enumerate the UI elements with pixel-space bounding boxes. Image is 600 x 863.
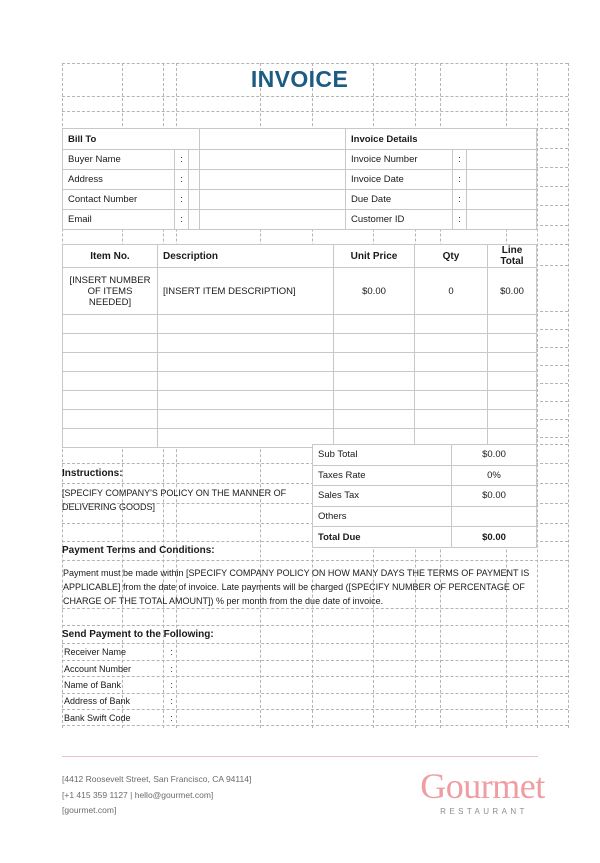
item-line-total-cell[interactable] [488, 315, 537, 334]
address-colon: : [175, 170, 189, 190]
invoice-date-colon: : [453, 170, 467, 190]
page-title: INVOICE [250, 66, 349, 92]
name-of-bank-colon: : [170, 679, 173, 690]
table-row [63, 170, 537, 190]
item-line-total-cell[interactable] [488, 372, 537, 391]
item-description-cell[interactable] [158, 429, 334, 448]
brand-logo [420, 768, 545, 816]
item-line-total-cell[interactable] [488, 391, 537, 410]
customer-id-label: Customer ID [346, 210, 453, 230]
item-description-cell[interactable] [158, 391, 334, 410]
invoice-date-label: Invoice Date [346, 170, 453, 190]
table-row [313, 506, 537, 527]
list-item [62, 660, 537, 676]
item-qty-cell[interactable] [415, 353, 488, 372]
invoice-details-heading: Invoice Details [346, 129, 537, 150]
email-label: Email [63, 210, 175, 230]
address-field[interactable] [200, 170, 346, 190]
logo-wordmark: Gourmet [420, 766, 545, 806]
item-no-cell[interactable] [63, 315, 158, 334]
item-unit-price-cell[interactable] [334, 334, 415, 353]
item-qty-cell[interactable] [415, 372, 488, 391]
due-date-field[interactable] [467, 190, 537, 210]
due-date-colon: : [453, 190, 467, 210]
taxes-rate-label: Taxes Rate [313, 465, 452, 486]
logo-tagline: RESTAURANT [440, 807, 528, 816]
list-item [62, 710, 537, 726]
instructions-body[interactable]: [SPECIFY COMPANY'S POLICY ON THE MANNER OF DELIVERING GOODS] [62, 488, 287, 512]
footer-divider [62, 756, 538, 757]
due-date-label: Due Date [346, 190, 453, 210]
item-unit-price-cell[interactable] [334, 353, 415, 372]
taxes-rate-value[interactable]: 0% [452, 465, 537, 486]
column-header-description: Description [158, 245, 334, 268]
bill-to-and-invoice-details-table [62, 128, 537, 230]
items-header-row [63, 245, 537, 268]
sales-tax-label: Sales Tax [313, 486, 452, 507]
item-qty-cell[interactable] [415, 391, 488, 410]
item-qty-cell[interactable] [415, 315, 488, 334]
invoice-number-label: Invoice Number [346, 150, 453, 170]
list-item [62, 693, 537, 709]
item-no-cell[interactable] [63, 410, 158, 429]
email-field[interactable] [200, 210, 346, 230]
item-unit-price-cell[interactable] [334, 315, 415, 334]
item-description-cell[interactable] [158, 334, 334, 353]
contact-number-field[interactable] [200, 190, 346, 210]
address-of-bank-colon: : [170, 696, 173, 707]
table-row [63, 150, 537, 170]
column-header-unit-price: Unit Price [334, 245, 415, 268]
totals-table [312, 444, 537, 548]
receiver-name-colon: : [170, 647, 173, 658]
bank-swift-code-label: Bank Swift Code [64, 712, 131, 723]
name-of-bank-label: Name of Bank [64, 679, 122, 690]
item-description-cell[interactable] [158, 353, 334, 372]
table-row [63, 334, 537, 353]
email-colon: : [175, 210, 189, 230]
footer-address: [4412 Roosevelt Street, San Francisco, CA 94114] [62, 774, 252, 784]
item-line-total-cell[interactable] [488, 334, 537, 353]
bill-to-heading: Bill To [63, 129, 200, 150]
customer-id-colon: : [453, 210, 467, 230]
contact-number-label: Contact Number [63, 190, 175, 210]
item-qty-cell[interactable] [415, 410, 488, 429]
customer-id-field[interactable] [467, 210, 537, 230]
item-description-cell[interactable]: [INSERT ITEM DESCRIPTION] [158, 268, 334, 315]
buyer-name-colon: : [175, 150, 189, 170]
bank-details-list [62, 644, 537, 726]
column-header-qty: Qty [415, 245, 488, 268]
send-payment-heading: Send Payment to the Following: [62, 628, 214, 640]
item-line-total-cell[interactable]: $0.00 [488, 268, 537, 315]
item-unit-price-cell[interactable]: $0.00 [334, 268, 415, 315]
invoice-date-field[interactable] [467, 170, 537, 190]
table-row [63, 391, 537, 410]
address-label: Address [63, 170, 175, 190]
item-description-cell[interactable] [158, 410, 334, 429]
list-item [62, 644, 537, 660]
payment-terms-body[interactable]: Payment must be made within [SPECIFY COMPANY POLICY ON HOW MANY DAYS THE TERMS OF PAYMENT IS APPLICABLE] from the date of invoice. Late payments will be charged ([SPECIFY NUMBER OF PERCENTAGE OF CHARGE OF THE TOTAL AMOUNT]) % per month from the due date of invoice. [63, 568, 530, 606]
item-description-cell[interactable] [158, 315, 334, 334]
item-qty-cell[interactable] [415, 334, 488, 353]
item-unit-price-cell[interactable] [334, 372, 415, 391]
table-row [63, 210, 537, 230]
column-header-item-no: Item No. [63, 245, 158, 268]
receiver-name-label: Receiver Name [64, 647, 127, 658]
table-row [313, 486, 537, 507]
item-no-cell[interactable] [63, 334, 158, 353]
footer-contact-line: [+1 415 359 1127 | hello@gourmet.com] [62, 789, 214, 800]
invoice-title-cell [62, 63, 537, 96]
address-of-bank-label: Address of Bank [64, 696, 131, 707]
item-description-cell[interactable] [158, 372, 334, 391]
list-item [62, 677, 537, 693]
sub-total-label: Sub Total [313, 445, 452, 466]
total-due-value[interactable]: $0.00 [452, 527, 537, 548]
item-line-total-cell[interactable] [488, 353, 537, 372]
item-no-cell[interactable] [63, 372, 158, 391]
table-row [63, 190, 537, 210]
table-row [63, 315, 537, 334]
payment-terms-heading: Payment Terms and Conditions: [62, 545, 215, 556]
account-number-colon: : [170, 663, 173, 674]
table-row [63, 372, 537, 391]
footer-website: [gourmet.com] [62, 805, 117, 815]
invoice-number-colon: : [453, 150, 467, 170]
buyer-name-field[interactable] [200, 150, 346, 170]
table-row [63, 410, 537, 429]
item-no-cell[interactable]: [INSERT NUMBER OF ITEMS NEEDED] [63, 268, 158, 315]
line-items-table [62, 244, 537, 448]
contact-number-colon: : [175, 190, 189, 210]
others-label: Others [313, 506, 452, 527]
table-row [313, 445, 537, 466]
item-no-cell[interactable] [63, 429, 158, 448]
table-row [63, 353, 537, 372]
invoice-number-field[interactable] [467, 150, 537, 170]
column-header-line-total: Line Total [488, 245, 537, 268]
others-value[interactable] [452, 506, 537, 527]
table-row [63, 268, 537, 315]
bill-to-heading-spacer [200, 129, 346, 150]
table-row [313, 465, 537, 486]
instructions-heading: Instructions: [62, 467, 123, 479]
item-unit-price-cell[interactable] [334, 391, 415, 410]
item-no-cell[interactable] [63, 391, 158, 410]
bank-swift-code-colon: : [170, 712, 173, 723]
item-unit-price-cell[interactable] [334, 410, 415, 429]
item-no-cell[interactable] [63, 353, 158, 372]
sales-tax-value[interactable]: $0.00 [452, 486, 537, 507]
footer-contact-block [62, 772, 362, 819]
account-number-label: Account Number [64, 663, 132, 674]
item-line-total-cell[interactable] [488, 410, 537, 429]
total-due-label: Total Due [313, 527, 452, 548]
table-row [63, 129, 537, 150]
buyer-name-label: Buyer Name [63, 150, 175, 170]
item-qty-cell[interactable]: 0 [415, 268, 488, 315]
sub-total-value[interactable]: $0.00 [452, 445, 537, 466]
